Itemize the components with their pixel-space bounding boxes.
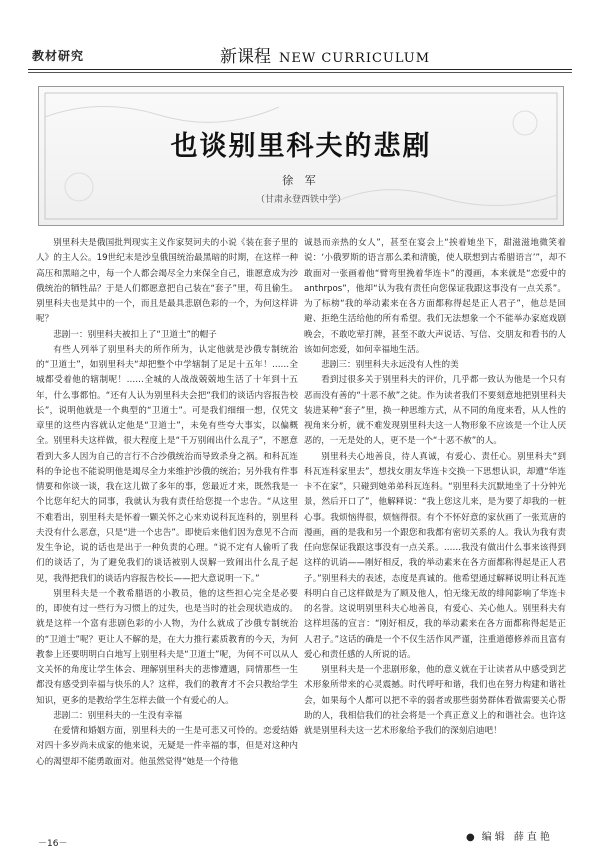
article-affiliation: （甘肃永登西铁中学） [255,195,346,205]
article-author: 徐 军 [282,174,320,187]
editor-name: 编辑 薛直艳 [481,832,553,843]
paragraph: 看到过很多关于别里科夫的评价，几乎都一致认为他是一个只有恶而没有善的“十恶不赦”之徒。作为读者我们不要刻意地把别里科夫装进某种“套子”里，换一种思维方式，从不同的角度来看，从人性的视角来分析，就不难发现别里科夫这一人物形象不应该是一个让人厌恶的，一无是处的人，更不是一个“十恶不赦”的人。 [304,375,566,447]
editor-credit [466,828,553,843]
left-column [36,236,298,770]
journal-name-cn: 新课程 [220,47,271,67]
section-heading: 悲剧二：别里科夫的一生没有幸福 [53,710,183,721]
right-column [304,236,566,739]
paragraph: 诚恳而亲热的女人”，甚至在宴会上“挨着她坐下，甜滋滋地微笑着说：‘小俄罗斯的语言那么柔和清脆，使人联想到古希腊语言’”，却不敢面对一张画着他“臂弯里挽着华连卡”的漫画，本来就是“恋爱中的anthrpos”，他却“认为我有责任向您保证我跟这事没有一点关系”。为了标榜“我的举动素来在各方面都称得起是正人君子”，他总是回避、拒绝生活给他的所有希望。我们无法想象一个不能举办家庭戏剧晚会，不敢吃荤打牌，甚至不敢大声说话、写信、交朋友和看书的人该如何恋爱，如何幸福地生活。 [304,238,566,355]
paragraph: 别里科夫是一个悲剧形象，他的意义就在于让读者从中感受到艺术形象所带来的心灵震撼。时代呼吁和谐，我们也在努力构建和谐社会，如果每个人都可以把不幸的弱者或那些弱势群体看做需要关心帮助的人，我相信我们的社会将是一个真正意义上的和谐社会。也许这就是别里科夫这一艺术形象给予我们的深刻启迪吧！ [304,665,566,736]
title-banner [38,86,564,226]
journal-name-en: NEW CURRICULUM [279,51,431,66]
paragraph: 别里科夫心地善良，待人真诚，有爱心、责任心。别里科夫“到科瓦连科家里去”，想找女朋友华连卡交换一下思想认识，却遭“华连卡不在家”，只碰到她弟弟科瓦连科。“别里科夫沉默地坐了十分钟光景，然后开口了”，他解释说：“我上您这儿来，是为要了却我的一桩心事。我烦恼得很，烦恼得很。有个不怀好意的家伙画了一张荒唐的漫画，画的是我和另一个跟您和我都有密切关系的人。我认为我有责任向您保证我跟这事没有一点关系。……我没有做出什么事来该得到这样的讥诮——刚好相反，我的举动素来在各方面都称得起是正人君子。”别里科夫的表述，态度是真诚的。他希望通过解释说明让科瓦连科明白自己这样做是为了顾及他人，怕无缘无故的绯闻影响了华连卡的名誉。这说明别里科夫心地善良，有爱心、关心他人。别里科夫有这样坦荡的宣言：“刚好相反，我的举动素来在各方面都称得起是正人君子。”这话的确是一个不仅生活作风严谨，注重道德修养而且富有爱心和责任感的人所说的话。 [304,451,566,660]
header-rule-thin [28,72,572,73]
journal-name [220,42,430,67]
paragraph: 别里科夫是一个教希腊语的小教员，他的这些担心完全是必要的，即使有过一些行为习惯上的过失，也是当时的社会现状造成的。就是这样一个富有悲剧色彩的小人物，为什么就成了沙俄专制统治的“卫道士”呢？更让人不解的是，在大力推行素质教育的今天，为何教参上还要明明白白地写上别里科夫是“卫道士”呢，为何不可以从人文关怀的角度让学生体会、理解别里科夫的悲惨遭遇，同情那些一生都没有感受到幸福与快乐的人？这样，我们的教育才不会只教给学生知识，更多的是教给学生怎样去做一个有爱心的人。 [36,588,298,706]
article-title: 也谈别里科夫的悲剧 [170,131,432,162]
journal-section: 教材研究 [32,49,85,63]
bullet-icon: ● [466,832,478,843]
paragraph: 别里科夫是俄国批判现实主义作家契诃夫的小说《装在套子里的人》的主人公。19世纪末是沙皇俄国统治最黑暗的时期，在这样一种高压和黑暗之中，每一个人都会竭尽全力来保全自己，谁愿意成为沙俄统治的牺牲品？于是人们都愿意把自己装在“套子”里，苟且偷生。别里科夫也是其中的一个，而且是最具悲剧色彩的一个，为何这样讲呢？ [36,238,298,325]
header-rule [28,69,572,70]
paragraph: 在爱情和婚姻方面，别里科夫的一生是可悲又可怜的。恋爱结婚对四十多岁尚未成家的他来说，无疑是一件幸福的事，但是对这种内心的渴望却不能勇敢面对。他虽然觉得“她是一个待他 [36,726,298,767]
section-heading: 悲剧三：别里科夫永远没有人性的美 [321,360,459,370]
section-heading: 悲剧一：别里科夫被扣上了“卫道士”的帽子 [53,329,217,340]
page-number: －16－ [38,839,68,849]
paragraph: 有些人列举了别里科夫的所作所为，认定他就是沙俄专制统治的“卫道士”，如别里科夫“却把整个中学辖制了足足十五年！……全城都受着他的辖制呢！……全城的人战战兢兢地生活了十年到十五年，什么事都怕。“还有人认为别里科夫会把“我们的谈话内容报告校长”，说明他就是一个典型的“卫道士”。可是我们细细一想，仅凭文章里的这些内容就认定他是“卫道士”，未免有些夸大事实，以偏概全。别里科夫这样做，很大程度上是“千万别闹出什么乱子”，不愿意看到大多人因为自己的言行不合沙俄统治而导致杀身之祸。和科瓦连科的争论也不能说明他是竭尽全力来维护沙俄的统治；另外我有件事情要和你谈一谈，我在这儿做了多年的事，您最近才来，既然我是一个比您年纪大的同事，我就认为我有责任给您提一个忠告。“从这里不难看出，别里科夫是怀着一颗关怀之心来劝说科瓦连科的，别里科夫没有什么恶意，只是“进一个忠告”。即使后来他们因为意见不合而发生争论，说的话也是出于一种负责的心理。“说不定有人偷听了我们的谈话了，为了避免我们的谈话被别人误解一致闹出什么乱子起见，我得把我们的谈话内容报告校长——把大意说明一下。” [36,344,298,584]
